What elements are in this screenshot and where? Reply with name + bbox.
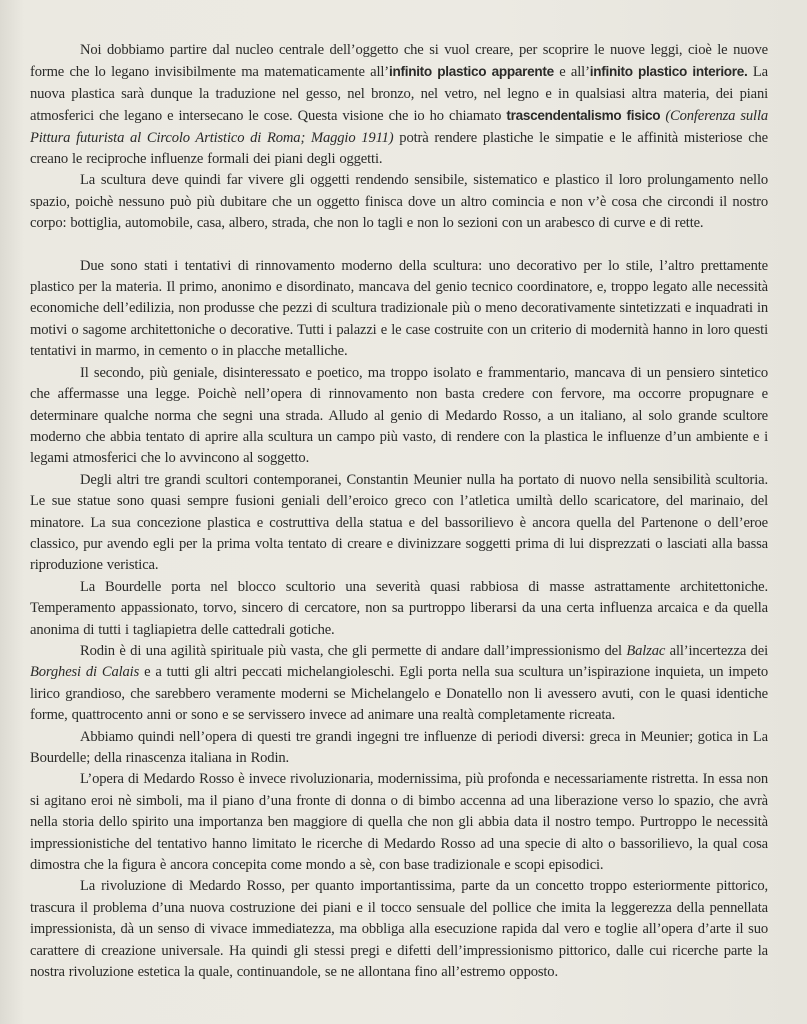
text-run: La scultura deve quindi far vivere gli oggetti rendendo sensibile, sistematico e plastico il loro prolungamento nello spazio, poichè nessuno può più dubitare che un oggetto finisca dove un altro comincia e non v’è cosa che circondi il nostro corpo: bottiglia, automobile, casa, albero, strada, che non lo tagli e non lo sezioni con un arabesco di curve e di rette. [30,172,768,232]
italic-phrase: Borghesi di Calais [30,664,140,681]
paragraph [30,40,768,170]
text-run: Due sono stati i tentativi di rinnovamento moderno della scultura: uno decorativo per lo stile, l’altro prettamente plastico per la materia. Il primo, anonimo e disordinato, mancava del genio tecnico coordinatore, e, troppo legato alle necessità economiche dell’edilizia, non produsse che pezzi di scultura tradizionale più o meno decorativamente sintetizzati e inquadrati in motivi o sagome architettoniche o decorative. Tutti i palazzi e le case costruite con un criterio di modernità hanno in loro questi tentativi in marmo, in cemento o in placche metalliche. [30,257,768,360]
text-run: La nuova plastica sarà dunque la traduzione nel gesso, nel bronzo, nel vetro, nel legno e in qualsiasi altra materia, dei piani atmosferici che legano e intersecano le cose. Questa visione che io ho chiamato [30,64,768,125]
bold-phrase: infinito plastico apparente [389,64,554,80]
paragraph [30,470,768,577]
text-run: all’incertezza dei [665,642,768,659]
text-run: L’opera di Medardo Rosso è invece rivoluzionaria, modernissima, più profonda e necessariamente ristretta. In essa non si agitano eroi nè simboli, ma il piano d’una fronte di donna o di bimbo accenna ad una liberazione verso lo spazio, che avrà nella storia dello spirito una importanza ben maggiore di quella che non gli abbia data il nostro tempo. Purtroppo le necessità impressionistiche del tentativo hanno limitato le ricerche di Medardo Rosso ad una specie di alto o bassorilievo, la qual cosa dimostra che la figura è ancora concepita come mondo a sè, con base tradizionale e scopi episodici. [30,771,768,874]
paragraph [30,876,768,983]
paragraph [30,769,768,876]
text-run: La rivoluzione di Medardo Rosso, per quanto importantissima, parte da un concetto troppo esteriormente pittorico, trascura il problema d’una nuova costruzione dei piani e il tocco sensuale del pollice che imita la leggerezza della pennellata impressionista, dà un senso di vivace immediatezza, ma obbliga alla esecuzione rapida dal vero e toglie all’opera d’arte il suo carattere di creazione universale. Ha quindi gli stessi pregi e difetti dell’impressionismo pittorico, dalle cui ricerche parte la nostra rivoluzione estetica la quale, continuandole, se ne allontana fino all’estremo opposto. [30,878,768,981]
text-run: Noi dobbiamo partire dal nucleo centrale dell’oggetto che si vuol creare, per scoprire le nuove leggi, cioè le nuove forme che lo legano invisibilmente ma matematicamente all’ [30,42,768,81]
italic-phrase: (Conferenza sulla Pittura futurista al Circolo Artistico di Roma; Maggio 1911) [30,108,769,146]
italic-phrase: Balzac [626,642,666,659]
text-run: e all’ [553,64,590,81]
paragraph [30,727,768,770]
text-run: Rodin è di una agilità spirituale più vasta, che gli permette di andare dall’impressionismo del [80,642,627,659]
text-run: La Bourdelle porta nel blocco scultorio una severità quasi rabbiosa di masse astrattamente architettoniche. Temperamento appassionato, torvo, sincero di cercatore, non sa purtroppo liberarsi da una certa influenza arcaica e da quella anonima di tutti i tagliapietra delle cattedrali gotiche. [30,578,768,638]
paragraph [30,170,768,234]
text-run: potrà rendere plastiche le simpatie e le affinità misteriose che creano le reciproche influenze formali dei piani degli oggetti. [30,129,768,168]
bold-phrase: infinito plastico interiore. [589,64,748,80]
body-text [30,40,768,983]
bold-phrase: trascendentalismo fisico [506,108,661,124]
paragraph [30,256,768,363]
text-run: e a tutti gli altri peccati michelangioleschi. Egli porta nella sua scultura un’ispirazione inquieta, un impeto lirico grandioso, che sarebbero veramente moderni se Michelangelo e Donatello non li avessero avuti, con le quasi identiche forme, quattrocento anni or sono e se servissero invece ad animare una realtà completamente ricreata. [30,664,768,724]
text-run: Degli altri tre grandi scultori contemporanei, Constantin Meunier nulla ha portato di nuovo nella sensibilità scultoria. Le sue statue sono quasi sempre fusioni geniali dell’eroico greco con l’atletica umiltà dello scaricatore, del marinaio, del minatore. La sua concezione plastica e costruttiva della statua e del bassorilievo è ancora quella del Partenone o dell’eroe classico, pur avendo egli per la prima volta tentato di creare e divinizzare soggetti prima di lui disprezzati o lasciati alla bassa riproduzione veristica. [30,471,768,574]
paragraph [30,577,768,641]
text-run: Il secondo, più geniale, disinteressato e poetico, ma troppo isolato e frammentario, mancava di un pensiero sintetico che affermasse una legge. Poichè nell’opera di rinnovamento non basta credere con fervore, ma occorre propugnare e determinare qualche norma che segni una strada. Alludo al genio di Medardo Rosso, a un italiano, al solo grande scultore moderno che abbia tentato di aprire alla scultura un campo più vasto, di rendere con la plastica le influenze d’un ambiente e i legami atmosferici che lo avvincono al soggetto. [30,364,768,467]
paragraph [30,363,768,470]
text-run: Abbiamo quindi nell’opera di questi tre grandi ingegni tre influenze di periodi diversi: greca in Meunier; gotica in La Bourdelle; della rinascenza italiana in Rodin. [30,728,768,766]
paragraph [30,641,768,727]
